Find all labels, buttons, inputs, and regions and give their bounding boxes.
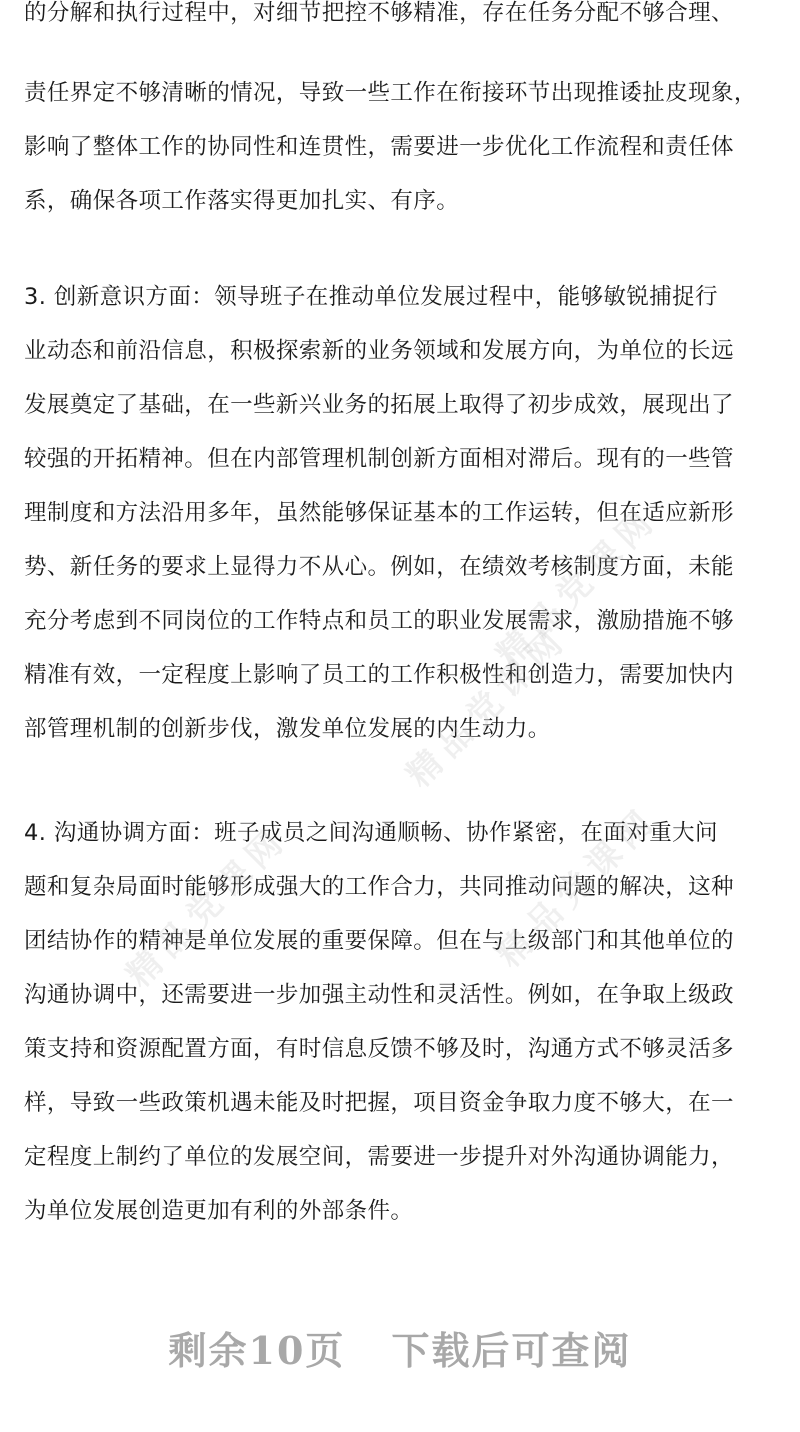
text-line: 较强的开拓精神。但在内部管理机制创新方面相对滞后。现有的一些管 <box>24 446 734 472</box>
watermark: 精品党课网 <box>399 618 576 796</box>
text-line: 题和复杂局面时能够形成强大的工作合力，共同推动问题的解决，这种 <box>24 874 734 900</box>
text-line: 3. 创新意识方面：领导班子在推动单位发展过程中，能够敏锐捕捉行 <box>24 284 718 310</box>
text-line: 团结协作的精神是单位发展的重要保障。但在与上级部门和其他单位的 <box>24 928 734 954</box>
watermark: 精品党课网 <box>489 798 666 976</box>
text-line: 沟通协调中，还需要进一步加强主动性和灵活性。例如，在争取上级政 <box>24 982 734 1008</box>
text-line: 系，确保各项工作落实得更加扎实、有序。 <box>24 188 460 214</box>
text-line: 部管理机制的创新步伐，激发单位发展的内生动力。 <box>24 716 551 742</box>
watermark: 精品党课网 <box>119 818 296 996</box>
download-banner[interactable] <box>0 1320 800 1375</box>
text-line: 业动态和前沿信息，积极探索新的业务领域和发展方向，为单位的长远 <box>24 338 734 364</box>
text-line: 定程度上制约了单位的发展空间，需要进一步提升对外沟通协调能力， <box>24 1144 734 1170</box>
text-line: 发展奠定了基础，在一些新兴业务的拓展上取得了初步成效，展现出了 <box>24 392 734 418</box>
text-line: 充分考虑到不同岗位的工作特点和员工的职业发展需求，激励措施不够 <box>24 608 734 634</box>
download-prompt-label: 下载后可查阅 <box>391 1328 632 1373</box>
cutoff-paragraph <box>24 0 784 40</box>
text-line: 的分解和执行过程中，对细节把控不够精准，存在任务分配不够合理、 <box>24 0 734 26</box>
paragraph-continued <box>24 66 784 228</box>
text-line: 理制度和方法沿用多年，虽然能够保证基本的工作运转，但在适应新形 <box>24 500 734 526</box>
section-4-communication <box>24 806 784 1238</box>
text-line: 精准有效，一定程度上影响了员工的工作积极性和创造力，需要加快内 <box>24 662 734 688</box>
text-line: 样，导致一些政策机遇未能及时把握，项目资金争取力度不够大，在一 <box>24 1090 734 1116</box>
remaining-pages-label: 剩余10页 <box>168 1328 346 1373</box>
text-line: 责任界定不够清晰的情况，导致一些工作在衔接环节出现推诿扯皮现象， <box>24 80 757 106</box>
text-line: 为单位发展创造更加有利的外部条件。 <box>24 1198 414 1224</box>
section-3-innovation <box>24 270 784 756</box>
text-line: 策支持和资源配置方面，有时信息反馈不够及时，沟通方式不够灵活多 <box>24 1036 734 1062</box>
text-line: 4. 沟通协调方面：班子成员之间沟通顺畅、协作紧密，在面对重大问 <box>24 820 718 846</box>
text-line: 势、新任务的要求上显得力不从心。例如，在绩效考核制度方面，未能 <box>24 554 734 580</box>
text-line: 影响了整体工作的协同性和连贯性，需要进一步优化工作流程和责任体 <box>24 134 734 160</box>
watermark: 精品党课网 <box>489 498 666 676</box>
